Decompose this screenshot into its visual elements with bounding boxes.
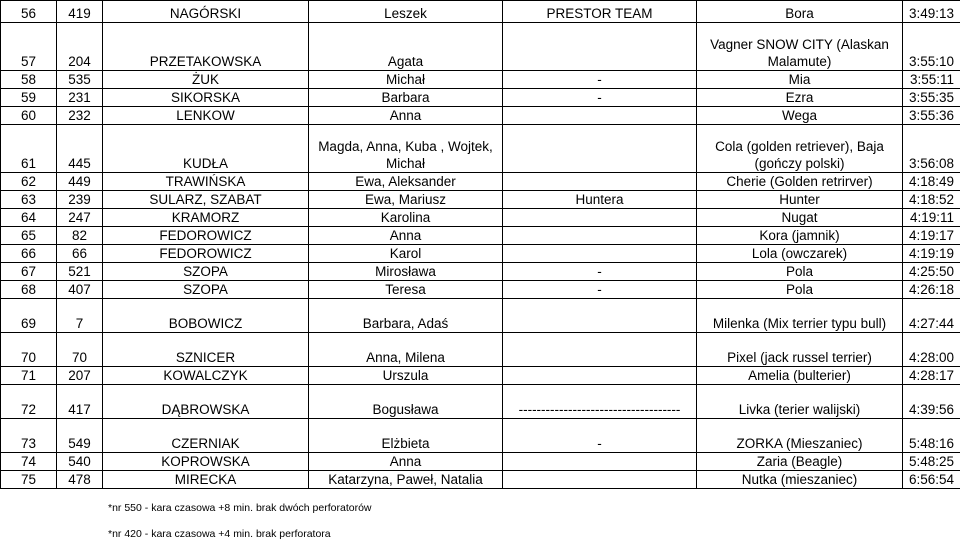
number-cell: 521 bbox=[57, 263, 103, 281]
table-row bbox=[1, 453, 960, 471]
surname-cell: FEDOROWICZ bbox=[103, 227, 309, 245]
number-cell: 239 bbox=[57, 191, 103, 209]
surname-cell: SIKORSKA bbox=[103, 89, 309, 107]
place-cell: 61 bbox=[1, 125, 57, 173]
dog-cell: Cola (golden retriever), Baja (gończy polski) bbox=[697, 125, 903, 173]
surname-cell: LENKOW bbox=[103, 107, 309, 125]
time-cell: 3:56:08 bbox=[903, 125, 960, 173]
time-cell: 4:18:49 bbox=[903, 173, 960, 191]
team-cell bbox=[503, 333, 697, 367]
place-cell: 70 bbox=[1, 333, 57, 367]
dog-cell: Milenka (Mix terrier typu bull) bbox=[697, 299, 903, 333]
dog-cell: Mia bbox=[697, 71, 903, 89]
dog-cell: Zaria (Beagle) bbox=[697, 453, 903, 471]
dog-cell: Hunter bbox=[697, 191, 903, 209]
number-cell: 478 bbox=[57, 471, 103, 489]
table-row bbox=[1, 107, 960, 125]
name-cell: Anna bbox=[309, 453, 503, 471]
surname-cell: SZOPA bbox=[103, 281, 309, 299]
table-row bbox=[1, 333, 960, 367]
dog-cell: Wega bbox=[697, 107, 903, 125]
footnote-1: *nr 550 - kara czasowa +8 min. brak dwóch perforatorów bbox=[108, 502, 372, 514]
table-row bbox=[1, 419, 960, 453]
place-cell: 58 bbox=[1, 71, 57, 89]
place-cell: 74 bbox=[1, 453, 57, 471]
team-cell: - bbox=[503, 419, 697, 453]
number-cell: 7 bbox=[57, 299, 103, 333]
dog-cell: Kora (jamnik) bbox=[697, 227, 903, 245]
table-row bbox=[1, 281, 960, 299]
table-row bbox=[1, 367, 960, 385]
time-cell: 3:55:10 bbox=[903, 23, 960, 71]
time-cell: 6:56:54 bbox=[903, 471, 960, 489]
time-cell: 3:55:11 bbox=[903, 71, 960, 89]
name-cell: Elżbieta bbox=[309, 419, 503, 453]
table-row bbox=[1, 263, 960, 281]
team-cell: - bbox=[503, 263, 697, 281]
place-cell: 64 bbox=[1, 209, 57, 227]
number-cell: 82 bbox=[57, 227, 103, 245]
number-cell: 204 bbox=[57, 23, 103, 71]
footnote-2: *nr 420 - kara czasowa +4 min. brak perforatora bbox=[108, 528, 331, 540]
name-cell: Mirosława bbox=[309, 263, 503, 281]
team-cell bbox=[503, 367, 697, 385]
surname-cell: PRZETAKOWSKA bbox=[103, 23, 309, 71]
number-cell: 70 bbox=[57, 333, 103, 367]
name-cell: Magda, Anna, Kuba , Wojtek, Michał bbox=[309, 125, 503, 173]
name-cell: Agata bbox=[309, 23, 503, 71]
team-cell bbox=[503, 471, 697, 489]
surname-cell: SZOPA bbox=[103, 263, 309, 281]
surname-cell: CZERNIAK bbox=[103, 419, 309, 453]
name-cell: Barbara, Adaś bbox=[309, 299, 503, 333]
dog-cell: Ezra bbox=[697, 89, 903, 107]
dog-cell: Lola (owczarek) bbox=[697, 245, 903, 263]
surname-cell: SZNICER bbox=[103, 333, 309, 367]
table-row bbox=[1, 191, 960, 209]
number-cell: 419 bbox=[57, 1, 103, 23]
number-cell: 247 bbox=[57, 209, 103, 227]
table-row bbox=[1, 71, 960, 89]
surname-cell: DĄBROWSKA bbox=[103, 385, 309, 419]
time-cell: 4:18:52 bbox=[903, 191, 960, 209]
name-cell: Urszula bbox=[309, 367, 503, 385]
place-cell: 56 bbox=[1, 1, 57, 23]
name-cell: Ewa, Aleksander bbox=[309, 173, 503, 191]
dog-cell: Pola bbox=[697, 263, 903, 281]
number-cell: 232 bbox=[57, 107, 103, 125]
team-cell: ------------------------------------ bbox=[503, 385, 697, 419]
surname-cell: ŻUK bbox=[103, 71, 309, 89]
name-cell: Michał bbox=[309, 71, 503, 89]
table-row bbox=[1, 209, 960, 227]
surname-cell: NAGÓRSKI bbox=[103, 1, 309, 23]
number-cell: 66 bbox=[57, 245, 103, 263]
dog-cell: Nutka (mieszaniec) bbox=[697, 471, 903, 489]
team-cell bbox=[503, 245, 697, 263]
dog-cell: Amelia (bulterier) bbox=[697, 367, 903, 385]
place-cell: 63 bbox=[1, 191, 57, 209]
name-cell: Anna bbox=[309, 227, 503, 245]
place-cell: 66 bbox=[1, 245, 57, 263]
number-cell: 549 bbox=[57, 419, 103, 453]
table-row bbox=[1, 227, 960, 245]
time-cell: 4:19:11 bbox=[903, 209, 960, 227]
place-cell: 68 bbox=[1, 281, 57, 299]
name-cell: Bogusława bbox=[309, 385, 503, 419]
surname-cell: KRAMORZ bbox=[103, 209, 309, 227]
team-cell bbox=[503, 107, 697, 125]
team-cell: - bbox=[503, 71, 697, 89]
team-cell bbox=[503, 209, 697, 227]
team-cell: - bbox=[503, 281, 697, 299]
place-cell: 60 bbox=[1, 107, 57, 125]
time-cell: 4:28:17 bbox=[903, 367, 960, 385]
name-cell: Leszek bbox=[309, 1, 503, 23]
place-cell: 65 bbox=[1, 227, 57, 245]
team-cell: PRESTOR TEAM bbox=[503, 1, 697, 23]
surname-cell: BOBOWICZ bbox=[103, 299, 309, 333]
name-cell: Teresa bbox=[309, 281, 503, 299]
dog-cell: Pixel (jack russel terrier) bbox=[697, 333, 903, 367]
time-cell: 4:27:44 bbox=[903, 299, 960, 333]
team-cell: Huntera bbox=[503, 191, 697, 209]
time-cell: 5:48:25 bbox=[903, 453, 960, 471]
team-cell bbox=[503, 23, 697, 71]
dog-cell: Livka (terier walijski) bbox=[697, 385, 903, 419]
team-cell bbox=[503, 125, 697, 173]
surname-cell: KUDŁA bbox=[103, 125, 309, 173]
dog-cell: Pola bbox=[697, 281, 903, 299]
time-cell: 3:49:13 bbox=[903, 1, 960, 23]
time-cell: 3:55:35 bbox=[903, 89, 960, 107]
name-cell: Karol bbox=[309, 245, 503, 263]
table-row bbox=[1, 385, 960, 419]
place-cell: 73 bbox=[1, 419, 57, 453]
place-cell: 71 bbox=[1, 367, 57, 385]
place-cell: 72 bbox=[1, 385, 57, 419]
surname-cell: MIRECKA bbox=[103, 471, 309, 489]
number-cell: 231 bbox=[57, 89, 103, 107]
number-cell: 417 bbox=[57, 385, 103, 419]
surname-cell: TRAWIŃSKA bbox=[103, 173, 309, 191]
time-cell: 4:39:56 bbox=[903, 385, 960, 419]
team-cell bbox=[503, 227, 697, 245]
table-row bbox=[1, 23, 960, 71]
number-cell: 449 bbox=[57, 173, 103, 191]
time-cell: 5:48:16 bbox=[903, 419, 960, 453]
dog-cell: ZORKA (Mieszaniec) bbox=[697, 419, 903, 453]
number-cell: 535 bbox=[57, 71, 103, 89]
time-cell: 4:26:18 bbox=[903, 281, 960, 299]
table-row bbox=[1, 471, 960, 489]
team-cell: - bbox=[503, 89, 697, 107]
results-body bbox=[1, 1, 960, 489]
time-cell: 4:28:00 bbox=[903, 333, 960, 367]
table-row bbox=[1, 245, 960, 263]
time-cell: 3:55:36 bbox=[903, 107, 960, 125]
number-cell: 445 bbox=[57, 125, 103, 173]
place-cell: 69 bbox=[1, 299, 57, 333]
place-cell: 67 bbox=[1, 263, 57, 281]
place-cell: 59 bbox=[1, 89, 57, 107]
table-row bbox=[1, 89, 960, 107]
place-cell: 62 bbox=[1, 173, 57, 191]
surname-cell: SULARZ, SZABAT bbox=[103, 191, 309, 209]
place-cell: 75 bbox=[1, 471, 57, 489]
surname-cell: KOWALCZYK bbox=[103, 367, 309, 385]
time-cell: 4:19:19 bbox=[903, 245, 960, 263]
team-cell bbox=[503, 453, 697, 471]
name-cell: Ewa, Mariusz bbox=[309, 191, 503, 209]
table-row bbox=[1, 299, 960, 333]
table-row bbox=[1, 173, 960, 191]
surname-cell: KOPROWSKA bbox=[103, 453, 309, 471]
time-cell: 4:19:17 bbox=[903, 227, 960, 245]
team-cell bbox=[503, 299, 697, 333]
name-cell: Karolina bbox=[309, 209, 503, 227]
name-cell: Anna bbox=[309, 107, 503, 125]
number-cell: 407 bbox=[57, 281, 103, 299]
time-cell: 4:25:50 bbox=[903, 263, 960, 281]
number-cell: 207 bbox=[57, 367, 103, 385]
place-cell: 57 bbox=[1, 23, 57, 71]
surname-cell: FEDOROWICZ bbox=[103, 245, 309, 263]
name-cell: Barbara bbox=[309, 89, 503, 107]
dog-cell: Bora bbox=[697, 1, 903, 23]
number-cell: 540 bbox=[57, 453, 103, 471]
team-cell bbox=[503, 173, 697, 191]
dog-cell: Cherie (Golden retrirver) bbox=[697, 173, 903, 191]
dog-cell: Vagner SNOW CITY (Alaskan Malamute) bbox=[697, 23, 903, 71]
table-row bbox=[1, 1, 960, 23]
dog-cell: Nugat bbox=[697, 209, 903, 227]
name-cell: Katarzyna, Paweł, Natalia bbox=[309, 471, 503, 489]
name-cell: Anna, Milena bbox=[309, 333, 503, 367]
table-row bbox=[1, 125, 960, 173]
